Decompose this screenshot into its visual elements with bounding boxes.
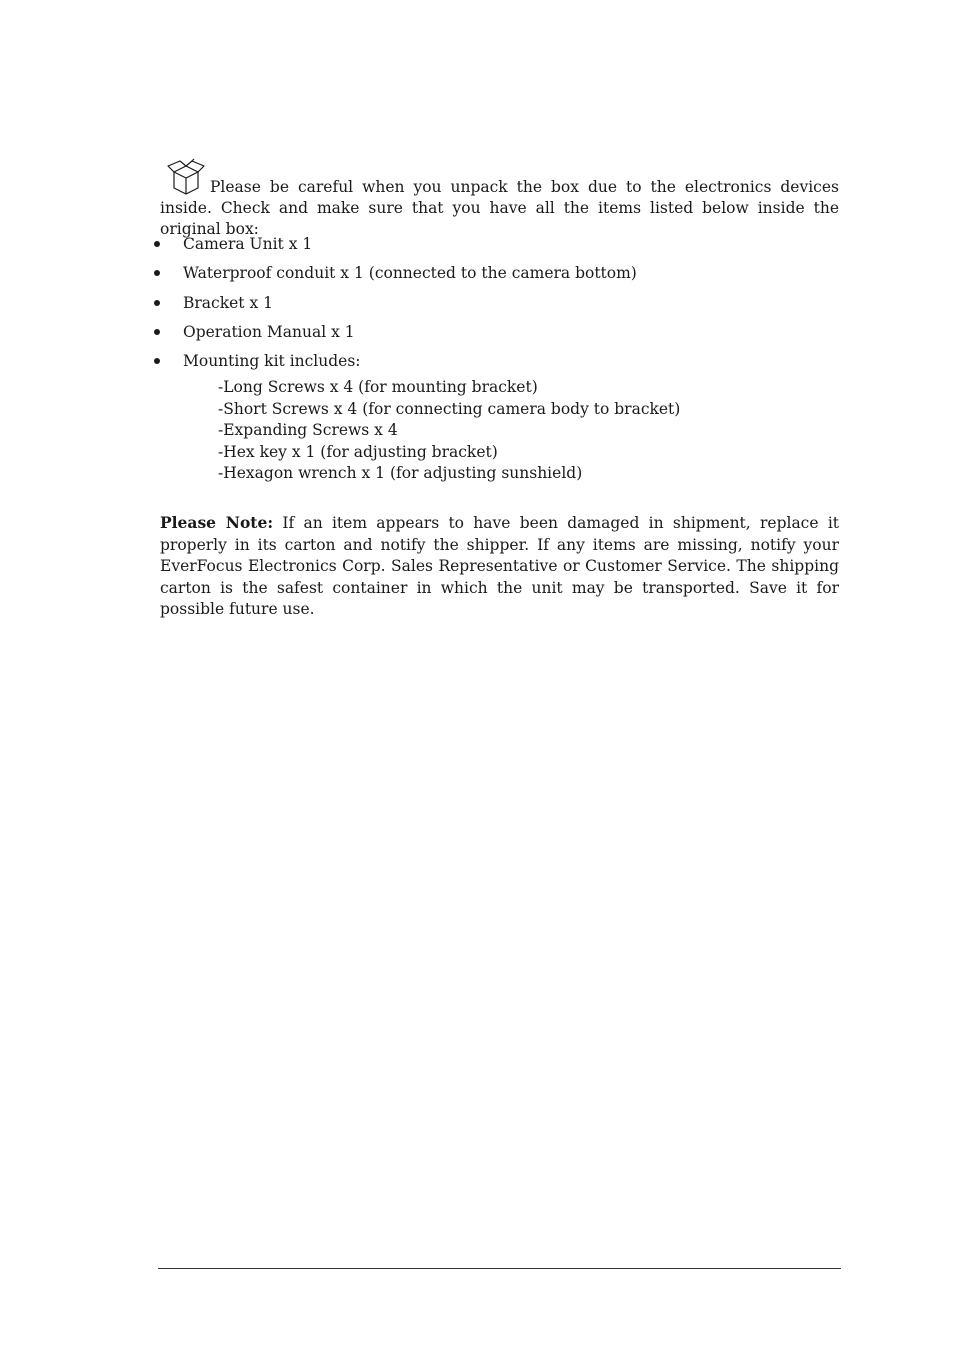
list-item: Operation Manual x 1 — [154, 320, 844, 349]
list-item: Waterproof conduit x 1 (connected to the camera bottom) — [154, 261, 844, 290]
mounting-kit-item: -Hex key x 1 (for adjusting bracket) — [218, 442, 498, 461]
bullet-icon — [154, 300, 160, 306]
mounting-kit-item: -Long Screws x 4 (for mounting bracket) — [218, 378, 538, 396]
bullet-icon — [154, 270, 160, 276]
bullet-icon — [154, 329, 160, 335]
intro-paragraph — [160, 158, 839, 240]
note-paragraph — [160, 512, 839, 621]
note-text: If an item appears to have been damaged in shipment, replace it properly in its carton and notify the shipper. If any items are missing, notify your EverFocus Electronics Corp. Sales Representative or Customer Service. The shipping carton is the safest container in which the unit may be transported. Save it for possible future use. — [160, 514, 840, 618]
mounting-kit-item: -Hexagon wrench x 1 (for adjusting sunshield) — [218, 464, 583, 483]
list-item: Bracket x 1 — [154, 291, 844, 320]
mounting-kit-list — [218, 377, 680, 485]
package-contents-list — [154, 232, 844, 378]
mounting-kit-item: -Expanding Screws x 4 — [218, 421, 398, 440]
note-label: Please Note: — [160, 513, 274, 532]
bullet-icon — [154, 358, 160, 364]
open-box-icon — [164, 158, 208, 198]
bullet-icon — [154, 241, 160, 247]
mounting-kit-item: -Short Screws x 4 (for connecting camera body to bracket) — [218, 399, 681, 418]
list-item: Camera Unit x 1 — [154, 232, 844, 261]
intro-text: Please be careful when you unpack the box due to the electronics devices inside. Check and make sure that you have all the items listed below inside the original box: — [160, 178, 839, 238]
footer-divider — [158, 1268, 841, 1269]
list-item: Mounting kit includes: — [154, 349, 844, 378]
